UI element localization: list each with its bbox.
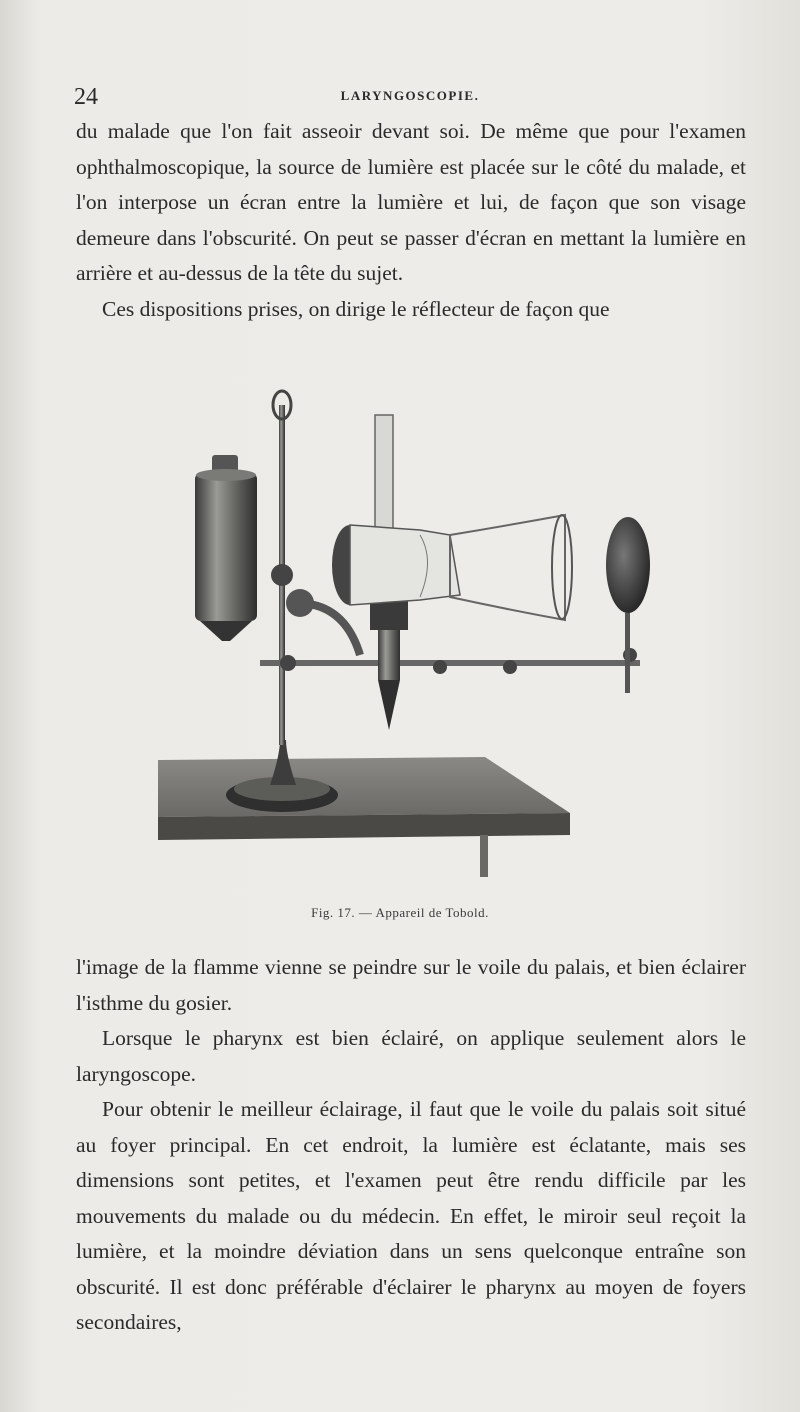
table [158,757,570,877]
running-head: LARYNGOSCOPIE. [340,88,480,103]
body-text-bottom [76,950,746,1341]
paragraph: Pour obtenir le meilleur éclairage, il faut que le voile du palais soit situé au foyer principal. En cet endroit, la lumière est éclatante, mais ses dimensions sont petites, et l'examen peut être rendu difficile par les mouvements du malade ou du médecin. En effet, le miroir seul reçoit la lumière, et la moindre déviation dans un sens quelconque entraîne son obscurité. Il est donc préférable d'éclairer le pharynx au moyen de foyers secondaires, [76,1097,746,1334]
page-number: 24 [74,84,98,110]
page-header [74,82,746,112]
tobold-apparatus-illustration [150,385,650,890]
paragraph: Lorsque le pharynx est bien éclairé, on applique seulement alors le laryngoscope. [76,1026,746,1086]
paragraph: Ces dispositions prises, on dirige le réflecteur de façon que [102,296,610,321]
body-text-top [76,114,746,327]
lens-chimney [332,515,572,620]
paragraph-continued: du malade que l'on fait asseoir devant soi. De même que pour l'examen ophthalmoscopique, la source de lumière est placée sur le côté du malade, et l'on interpose un écran entre la lumière et lui, de façon que son visage demeure dans l'obscurité. On peut se passer d'écran en mettant la lumière en arrière et au-dessus de la tête du sujet. [76,119,746,285]
figure-caption: Fig. 17. — Appareil de Tobold. [311,905,489,920]
reflector-mirror [606,517,650,693]
paragraph-continued: l'image de la flamme vienne se peindre sur le voile du palais, et bien éclairer l'isthme du gosier. [76,955,746,1015]
horizontal-arm [260,660,640,666]
oil-reservoir [195,455,257,641]
pivot-joint [271,564,293,586]
